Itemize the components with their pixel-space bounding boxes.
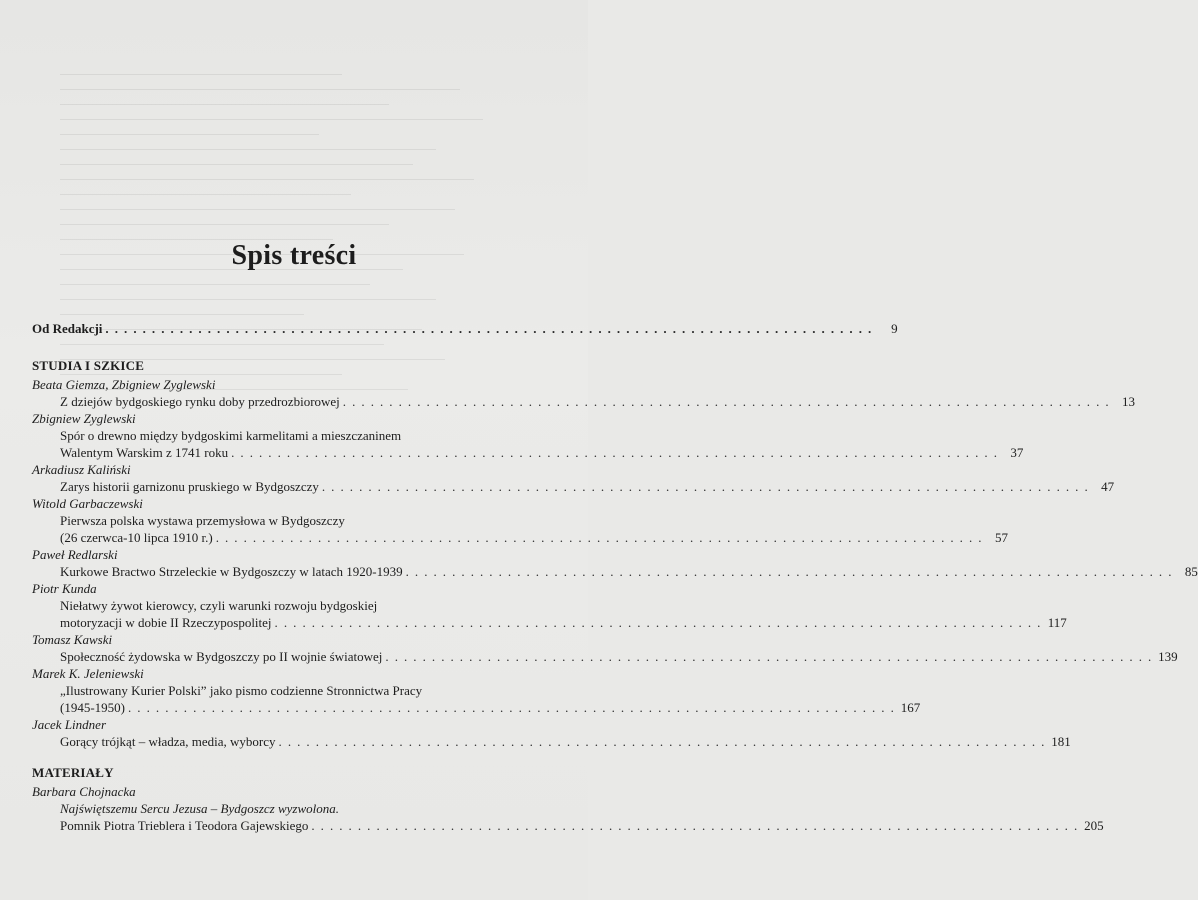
toc-entry[interactable]: [32, 631, 1178, 665]
entry-author: Paweł Redlarski: [32, 547, 118, 562]
entry-author: Barbara Chojnacka: [32, 784, 136, 799]
entry-title-row: [32, 699, 921, 716]
toc-entry[interactable]: [32, 410, 1024, 461]
leader-dots: . . . . . . . . . . . . . . . . . . . . . . . . . . . . . . . . . . . . . . . . . . . . . . . . . . . . . . . . . . . . . . . . . . . . . . . . . . . . . . . . . . .: [274, 615, 1042, 630]
leader-dots: . . . . . . . . . . . . . . . . . . . . . . . . . . . . . . . . . . . . . . . . . . . . . . . . . . . . . . . . . . . . . . . . . . . . . . . . . . . . . . . . . . .: [405, 564, 1173, 579]
entry-title: Pomnik Piotra Trieblera i Teodora Gajewskiego: [60, 818, 309, 833]
entry-author: Witold Garbaczewski: [32, 496, 143, 511]
leader-dots: . . . . . . . . . . . . . . . . . . . . . . . . . . . . . . . . . . . . . . . . . . . . . . . . . . . . . . . . . . . . . . . . . . . . . . . . . . . . . . . . . . .: [311, 818, 1079, 833]
leader-dots: . . . . . . . . . . . . . . . . . . . . . . . . . . . . . . . . . . . . . . . . . . . . . . . . . . . . . . . . . . . . . . . . . . . . . . . . . . . . . . . . . . .: [278, 734, 1046, 749]
toc-page-number: 117: [1047, 615, 1067, 630]
toc-entry[interactable]: [32, 665, 921, 716]
entry-title: (26 czerwca-10 lipca 1910 r.): [60, 530, 213, 545]
entry-title-row: [32, 444, 1024, 461]
entry-title: (1945-1950): [60, 700, 125, 715]
entry-title-row: [32, 529, 1008, 546]
entry-author: Tomasz Kawski: [32, 632, 113, 647]
entry-title: Zarys historii garnizonu pruskiego w Bydgoszczy: [60, 479, 319, 494]
toc-page-number: 139: [1158, 649, 1178, 664]
toc-entry[interactable]: [32, 580, 1067, 631]
leader-dots: . . . . . . . . . . . . . . . . . . . . . . . . . . . . . . . . . . . . . . . . . . . . . . . . . . . . . . . . . . . . . . . . . . . . . . . . . . . . . . . . . . .: [321, 479, 1090, 494]
entry-title-row: [32, 478, 1115, 495]
leader-dots: . . . . . . . . . . . . . . . . . . . . . . . . . . . . . . . . . . . . . . . . . . . . . . . . . . . . . . . . . . . . . . . . . . . . . . . . . . . . . . . . . . .: [385, 649, 1153, 664]
entry-title-line: Najświętszemu Sercu Jezusa – Bydgoszcz wyzwolona.: [60, 801, 339, 816]
toc-page-number: 57: [994, 530, 1008, 545]
entry-title-row: [32, 648, 1178, 665]
toc-entry[interactable]: [32, 716, 1071, 750]
entry-title: Społeczność żydowska w Bydgoszczy po II wojnie światowej: [60, 649, 383, 664]
entry-title: motoryzacji w dobie II Rzeczypospolitej: [60, 615, 272, 630]
entry-author: Beata Giemza, Zbigniew Zyglewski: [32, 377, 216, 392]
entry-title: Z dziejów bydgoskiego rynku doby przedrozbiorowej: [60, 394, 340, 409]
entry-title-line: „Ilustrowany Kurier Polski” jako pismo codzienne Stronnictwa Pracy: [60, 683, 423, 698]
toc-entry-title: Od Redakcji: [32, 321, 103, 336]
entry-title-row: [32, 614, 1067, 631]
leader-dots: . . . . . . . . . . . . . . . . . . . . . . . . . . . . . . . . . . . . . . . . . . . . . . . . . . . . . . . . . . . . . . . . . . . . . . . . . . . . . . . . . . .: [215, 530, 983, 545]
entry-author: Jacek Lindner: [32, 717, 107, 732]
toc-page-number: 85: [1184, 564, 1198, 579]
toc-entry[interactable]: [32, 461, 1115, 495]
toc-entry[interactable]: [32, 376, 1136, 410]
toc-entry[interactable]: [32, 783, 1104, 834]
leader-dots: . . . . . . . . . . . . . . . . . . . . . . . . . . . . . . . . . . . . . . . . . . . . . . . . . . . . . . . . . . . . . . . . . . . . . . . . . . . . . . . . . . .: [105, 321, 873, 336]
section-heading: STUDIA I SZKICE: [32, 358, 145, 373]
entry-title-line: Pierwsza polska wystawa przemysłowa w Bydgoszczy: [60, 513, 345, 528]
leader-dots: . . . . . . . . . . . . . . . . . . . . . . . . . . . . . . . . . . . . . . . . . . . . . . . . . . . . . . . . . . . . . . . . . . . . . . . . . . . . . . . . . . .: [231, 445, 999, 460]
entry-author: Zbigniew Zyglewski: [32, 411, 136, 426]
toc-page-number: 47: [1101, 479, 1115, 494]
entry-title-row: [32, 563, 1198, 580]
entry-title: Walentym Warskim z 1741 roku: [60, 445, 229, 460]
entry-author: Arkadiusz Kaliński: [32, 462, 131, 477]
toc-entry[interactable]: [32, 546, 1198, 580]
toc-page-number: 13: [1122, 394, 1136, 409]
page-title: Spis treści: [231, 240, 357, 271]
entry-author: Piotr Kunda: [32, 581, 97, 596]
leader-dots: . . . . . . . . . . . . . . . . . . . . . . . . . . . . . . . . . . . . . . . . . . . . . . . . . . . . . . . . . . . . . . . . . . . . . . . . . . . . . . . . . . .: [128, 700, 896, 715]
table-of-contents: [32, 320, 1198, 834]
section-heading: MATERIAŁY: [32, 765, 114, 780]
entry-title-row: [32, 393, 1136, 410]
entry-title-row: [32, 817, 1104, 834]
entry-title: Kurkowe Bractwo Strzeleckie w Bydgoszczy w latach 1920-1939: [60, 564, 403, 579]
toc-page-number: 167: [900, 700, 921, 715]
entry-title-line: Spór o drewno między bydgoskimi karmelitami a mieszczaninem: [60, 428, 402, 443]
toc-page-number: 9: [891, 321, 898, 336]
toc-page-number: 37: [1010, 445, 1024, 460]
toc-entry[interactable]: [32, 495, 1008, 546]
toc-entry-editorial[interactable]: [32, 320, 898, 337]
entry-title-row: [32, 733, 1071, 750]
toc-page-number: 205: [1084, 818, 1104, 833]
entry-title-line: Niełatwy żywot kierowcy, czyli warunki rozwoju bydgoskiej: [60, 598, 378, 613]
toc-page-number: 181: [1051, 734, 1071, 749]
entry-author: Marek K. Jeleniewski: [32, 666, 144, 681]
entry-title: Gorący trójkąt – władza, media, wyborcy: [60, 734, 276, 749]
leader-dots: . . . . . . . . . . . . . . . . . . . . . . . . . . . . . . . . . . . . . . . . . . . . . . . . . . . . . . . . . . . . . . . . . . . . . . . . . . . . . . . . . . .: [342, 394, 1111, 409]
